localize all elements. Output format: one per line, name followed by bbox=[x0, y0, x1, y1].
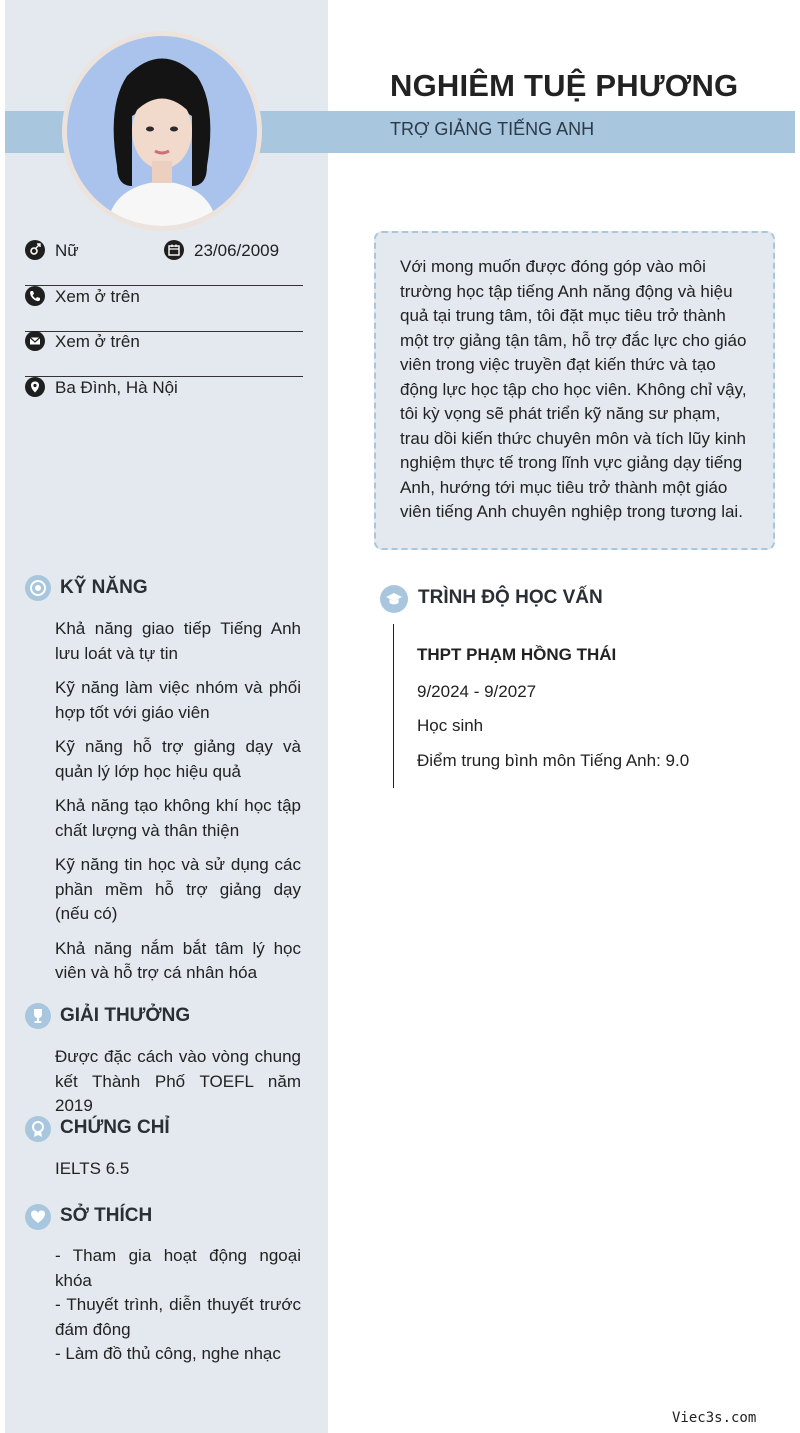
skills-list bbox=[55, 617, 301, 996]
avatar-photo bbox=[67, 36, 257, 226]
contact-row-phone bbox=[25, 286, 303, 332]
graduation-cap-icon bbox=[380, 585, 408, 613]
email-icon bbox=[25, 331, 45, 351]
gender-text: Nữ bbox=[55, 241, 79, 260]
address-text: Ba Đình, Hà Nội bbox=[55, 378, 178, 397]
hobby-item: - Tham gia hoạt động ngoại khóa bbox=[55, 1246, 301, 1290]
phone-icon bbox=[25, 286, 45, 306]
contact-row-address bbox=[25, 377, 303, 422]
location-icon bbox=[25, 377, 45, 397]
hobbies-list bbox=[55, 1244, 301, 1367]
education-timeline-line bbox=[393, 624, 394, 788]
career-objective: Với mong muốn được đóng góp vào môi trường học tập tiếng Anh năng động và hiệu quả tại trung tâm, tôi đặt mục tiêu trở thành một trợ giảng tận tâm, hỗ trợ đắc lực cho giáo viên trong việc truyền đạt kiến thức và tạo động lực học tập cho học viên. Không chỉ vậy, tôi kỳ vọng sẽ phát triển kỹ năng sư phạm, trau dồi kiến thức chuyên môn và tích lũy kinh nghiệm thực tế trong lĩnh vực giảng dạy tiếng Anh, hướng tới mục tiêu trở thành một giáo viên tiếng Anh chuyên nghiệp trong tương lai. bbox=[374, 231, 775, 550]
contact-row-email bbox=[25, 331, 303, 377]
education-score: Điểm trung bình môn Tiếng Anh: 9.0 bbox=[417, 751, 690, 770]
skill-item: Khả năng nắm bắt tâm lý học viên và hỗ trợ cá nhân hóa bbox=[55, 938, 301, 982]
email-text: Xem ở trên bbox=[55, 332, 140, 351]
education-status: Học sinh bbox=[417, 716, 484, 735]
hobby-item: - Thuyết trình, diễn thuyết trước đám đông bbox=[55, 1295, 301, 1339]
avatar bbox=[62, 31, 262, 231]
skill-item: Kỹ năng hỗ trợ giảng dạy và quản lý lớp học hiệu quả bbox=[55, 737, 301, 781]
candidate-name: NGHIÊM TUỆ PHƯƠNG bbox=[390, 68, 739, 103]
award-item: Được đặc cách vào vòng chung kết Thành Phố TOEFL năm 2019 bbox=[55, 1047, 301, 1115]
awards-title: GIẢI THƯỞNG bbox=[60, 1005, 191, 1026]
certificate-item: IELTS 6.5 bbox=[55, 1159, 130, 1178]
skill-item: Khả năng tạo không khí học tập chất lượng và thân thiện bbox=[55, 796, 301, 840]
skill-item: Khả năng giao tiếp Tiếng Anh lưu loát và tự tin bbox=[55, 619, 301, 663]
education-school: THPT PHẠM HỒNG THÁI bbox=[417, 645, 617, 664]
heart-icon bbox=[25, 1204, 51, 1230]
education-title: TRÌNH ĐỘ HỌC VẤN bbox=[418, 587, 603, 608]
certificates-list bbox=[55, 1157, 301, 1192]
certificates-title: CHỨNG CHỈ bbox=[60, 1117, 170, 1138]
certificate-icon bbox=[25, 1116, 51, 1142]
trophy-icon bbox=[25, 1003, 51, 1029]
candidate-role: TRỢ GIẢNG TIẾNG ANH bbox=[390, 119, 595, 139]
calendar-icon bbox=[164, 240, 184, 260]
skills-icon bbox=[25, 575, 51, 601]
education-period: 9/2024 - 9/2027 bbox=[417, 682, 537, 701]
skill-item: Kỹ năng làm việc nhóm và phối hợp tốt với giáo viên bbox=[55, 678, 301, 722]
skill-item: Kỹ năng tin học và sử dụng các phần mềm hỗ trợ giảng dạy (nếu có) bbox=[55, 855, 301, 923]
awards-list bbox=[55, 1045, 301, 1129]
phone-text: Xem ở trên bbox=[55, 287, 140, 306]
gender-icon bbox=[25, 240, 45, 260]
hobbies-title: SỞ THÍCH bbox=[60, 1205, 153, 1226]
birthdate-text: 23/06/2009 bbox=[194, 241, 280, 260]
contact-row-gender-birthdate bbox=[25, 240, 303, 286]
hobby-item: - Làm đồ thủ công, nghe nhạc bbox=[55, 1344, 281, 1363]
footer-watermark: Viec3s.com bbox=[672, 1410, 757, 1426]
skills-title: KỸ NĂNG bbox=[60, 577, 148, 598]
